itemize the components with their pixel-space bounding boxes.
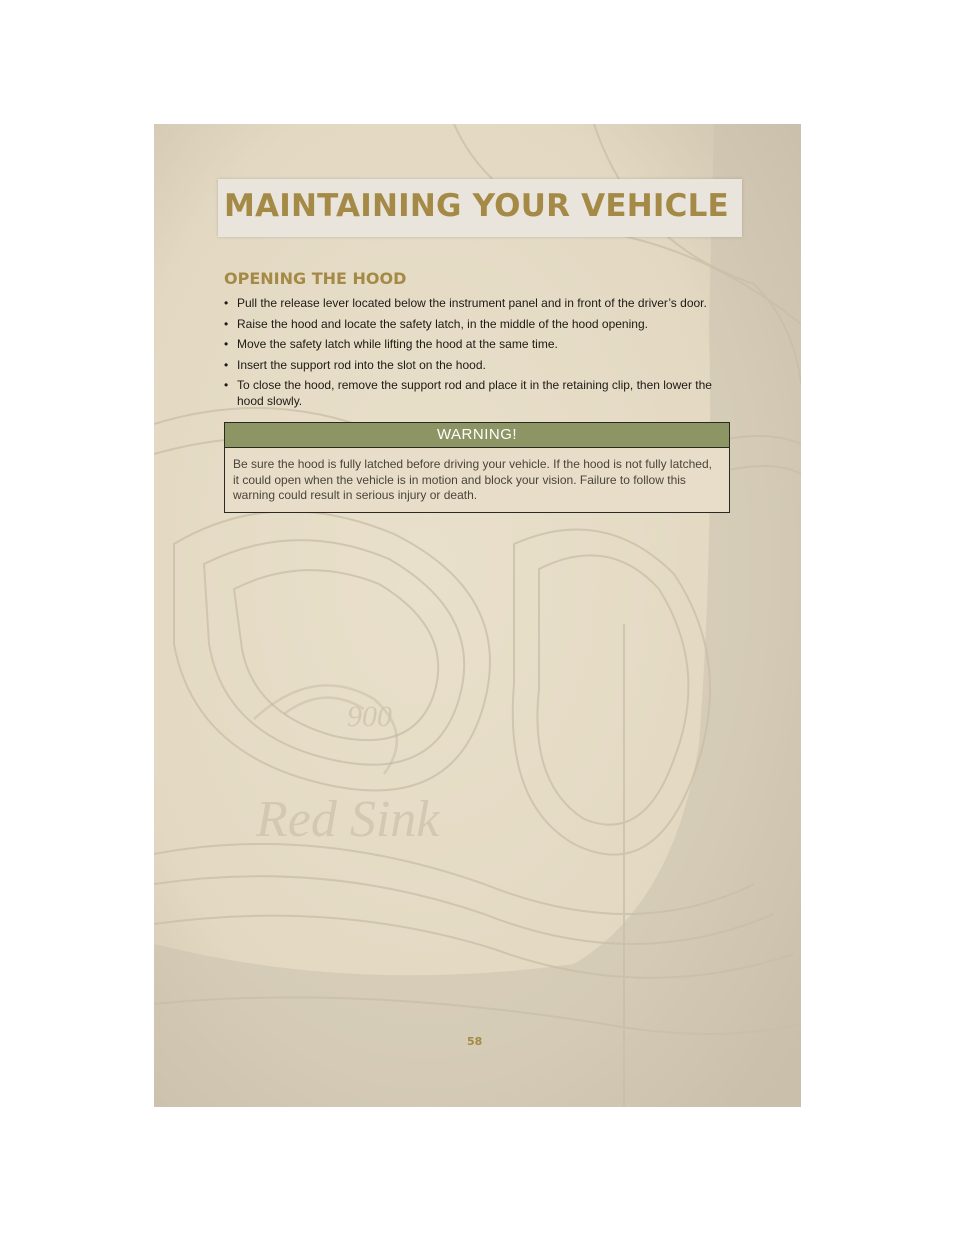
list-item bbox=[224, 377, 732, 409]
list-item bbox=[224, 316, 732, 332]
list-item bbox=[224, 336, 732, 352]
warning-header: WARNING! bbox=[225, 423, 729, 448]
list-item bbox=[224, 295, 732, 311]
list-item-text: Insert the support rod into the slot on the hood. bbox=[237, 357, 486, 372]
section-heading: OPENING THE HOOD bbox=[224, 269, 407, 288]
warning-body: Be sure the hood is fully latched before driving your vehicle. If the hood is not fully latched, it could open when the vehicle is in motion and block your vision. Failure to follow this warning could result in serious injury or death. bbox=[233, 457, 712, 502]
bullet-icon: • bbox=[224, 357, 229, 372]
map-label-900: 900 bbox=[347, 700, 392, 733]
bullet-icon: • bbox=[224, 296, 229, 310]
list-item-text: Raise the hood and locate the safety latch, in the middle of the hood opening. bbox=[237, 316, 648, 331]
list-item-text: Move the safety latch while lifting the hood at the same time. bbox=[237, 337, 558, 351]
map-label-red-sink: Red Sink bbox=[256, 791, 440, 848]
page-number: 58 bbox=[467, 1035, 483, 1048]
list-item-text: Pull the release lever located below the instrument panel and in front of the driver’s door. bbox=[237, 296, 707, 310]
bullet-icon: • bbox=[224, 378, 229, 392]
manual-page bbox=[154, 124, 801, 1107]
bullet-icon: • bbox=[224, 337, 229, 351]
page-title: MAINTAINING YOUR VEHICLE bbox=[224, 188, 729, 224]
instruction-list bbox=[224, 295, 732, 414]
bullet-icon: • bbox=[224, 316, 229, 331]
list-item bbox=[224, 357, 732, 373]
warning-box bbox=[224, 422, 730, 513]
list-item-text: To close the hood, remove the support rod and place it in the retaining clip, then lower the hood slowly. bbox=[237, 378, 712, 408]
